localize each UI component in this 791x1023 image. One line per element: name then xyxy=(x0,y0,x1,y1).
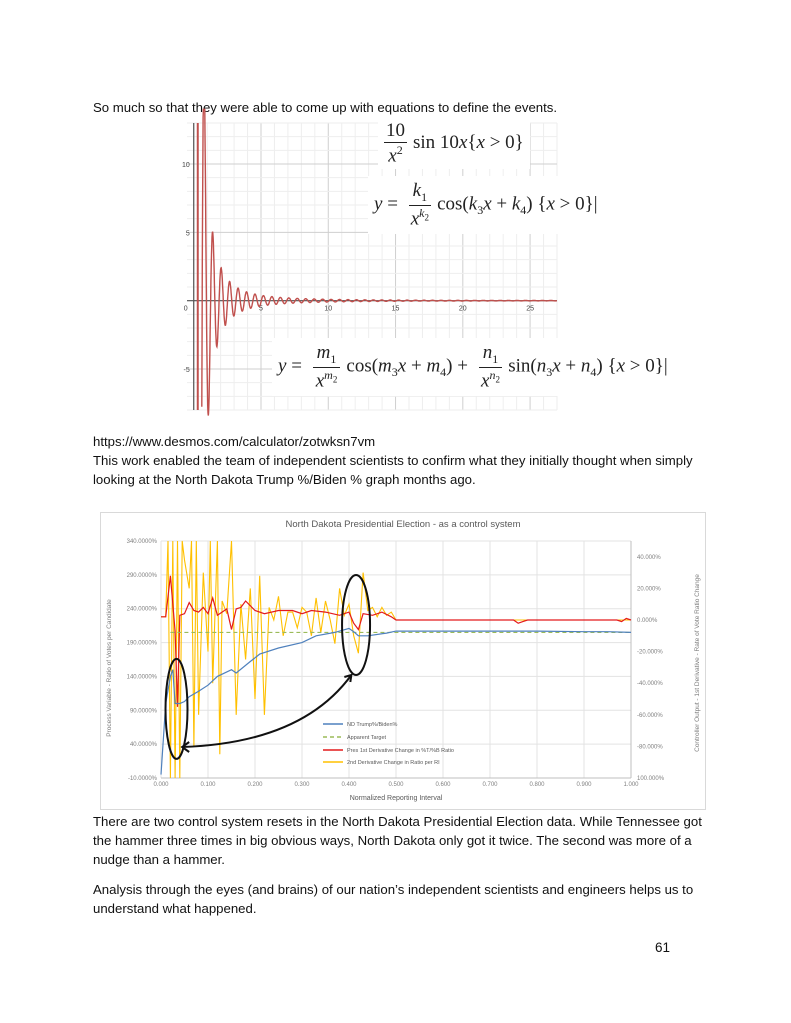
x-tick-label: 0.900 xyxy=(576,782,592,788)
y2-tick-label: -80.000% xyxy=(637,744,663,751)
x-tick-label: 0.000 xyxy=(153,782,169,788)
y2-tick-label: 0.000% xyxy=(637,618,658,624)
x-tick-label: 0.200 xyxy=(247,782,263,788)
nd-chart-frame xyxy=(100,512,706,810)
x-tick-label: 10 xyxy=(324,305,333,313)
desmos-link[interactable]: https://www.desmos.com/calculator/zotwksn7vm xyxy=(93,434,376,449)
equation-1: $\frac{10}{x^2}$ sin 10x{x > 0} xyxy=(378,118,530,169)
x-tick-label: 1.000 xyxy=(623,782,639,788)
page-number: 61 xyxy=(655,940,671,955)
equation-3: y = $\frac{m_1}{x^{m_2}}$ $\cos(m_3x + m_4)$ + $\frac{n_1}{x^{n_2}}$ $\sin(n_3x + n_4) \{x > 0\}|$ xyxy=(272,338,674,396)
legend-label: Pres 1st Derivative Change in %T/%B Ratio xyxy=(347,748,454,754)
x-tick-label: 25 xyxy=(526,305,534,313)
x-tick-label: 20 xyxy=(458,305,467,313)
reset-2-ellipse xyxy=(342,575,370,675)
paragraph-resets: There are two control system resets in the North Dakota Presidential Election data. While Tennessee got the hammer three times in big obvious ways, North Dakota only got it twice. The second was more of a nudge than a hammer. xyxy=(93,814,702,867)
nd-control-system-chart xyxy=(101,513,705,809)
y-tick-label: 5 xyxy=(185,230,190,238)
paragraph-confirm: This work enabled the team of independent scientists to confirm what they initially thought when simply looking at the North Dakota Trump %/Biden % graph months ago. xyxy=(93,453,693,487)
x-tick-label: 0.100 xyxy=(200,782,216,788)
y2-axis-label: Controller Output - 1st Derivative - Rate of Vote Ratio Change xyxy=(694,574,701,752)
y2-tick-label: 40.000% xyxy=(637,554,661,561)
y-tick-label: -5 xyxy=(183,367,190,374)
y2-tick-label: -40.000% xyxy=(637,681,663,688)
paragraph-analysis: Analysis through the eyes (and brains) of our nation’s independent scientists and engineers helps us to understand what happened. xyxy=(93,882,694,916)
x-tick-label: 0.500 xyxy=(388,782,404,788)
y2-tick-label: -20.000% xyxy=(637,649,663,656)
y-tick-label: -10.0000% xyxy=(127,776,157,782)
x-tick-label: 0.800 xyxy=(529,782,545,788)
y-tick-label: 290.0000% xyxy=(126,572,157,579)
legend-label: Apparent Target xyxy=(347,735,387,741)
y-tick-label: 40.0000% xyxy=(129,742,157,749)
y2-tick-label: 20.000% xyxy=(637,586,661,593)
intro-paragraph: So much so that they were able to come up with equations to define the events. xyxy=(93,100,558,115)
chart-title: North Dakota Presidential Election - as a control system xyxy=(285,519,521,530)
equation-2: y = $\frac{k_1}{x^{k_2}}$ $\cos(k_3x + k_4) \{x > 0\}|$ xyxy=(368,176,604,234)
y-tick-label: 240.0000% xyxy=(126,606,157,613)
legend-label: ND Trump%/Biden% xyxy=(347,722,398,728)
x-axis-label: Normalized Reporting Interval xyxy=(349,795,443,802)
y-tick-label: 140.0000% xyxy=(126,674,157,681)
y2-tick-label: 100.000% xyxy=(637,776,665,782)
x-tick-label: 0.300 xyxy=(294,782,310,788)
y-axis-label: Process Variable - Ratio of Votes per Candidate xyxy=(106,599,113,737)
y2-tick-label: -60.000% xyxy=(637,712,663,719)
y-tick-label: 10 xyxy=(181,162,190,169)
legend-label: 2nd Derivative Change in Ratio per RI xyxy=(347,760,440,766)
x-tick-label: 0.600 xyxy=(435,782,451,788)
x-tick-label: 0.400 xyxy=(341,782,357,788)
y-tick-label: 90.0000% xyxy=(129,708,157,715)
x-tick-label: 15 xyxy=(391,305,400,313)
y-tick-label: 190.0000% xyxy=(126,640,157,647)
y-tick-label: 340.0000% xyxy=(126,539,157,545)
x-tick-label: 0.700 xyxy=(482,782,498,788)
x-tick-label: 0 xyxy=(183,305,188,313)
x-tick-label: 5 xyxy=(259,305,263,313)
